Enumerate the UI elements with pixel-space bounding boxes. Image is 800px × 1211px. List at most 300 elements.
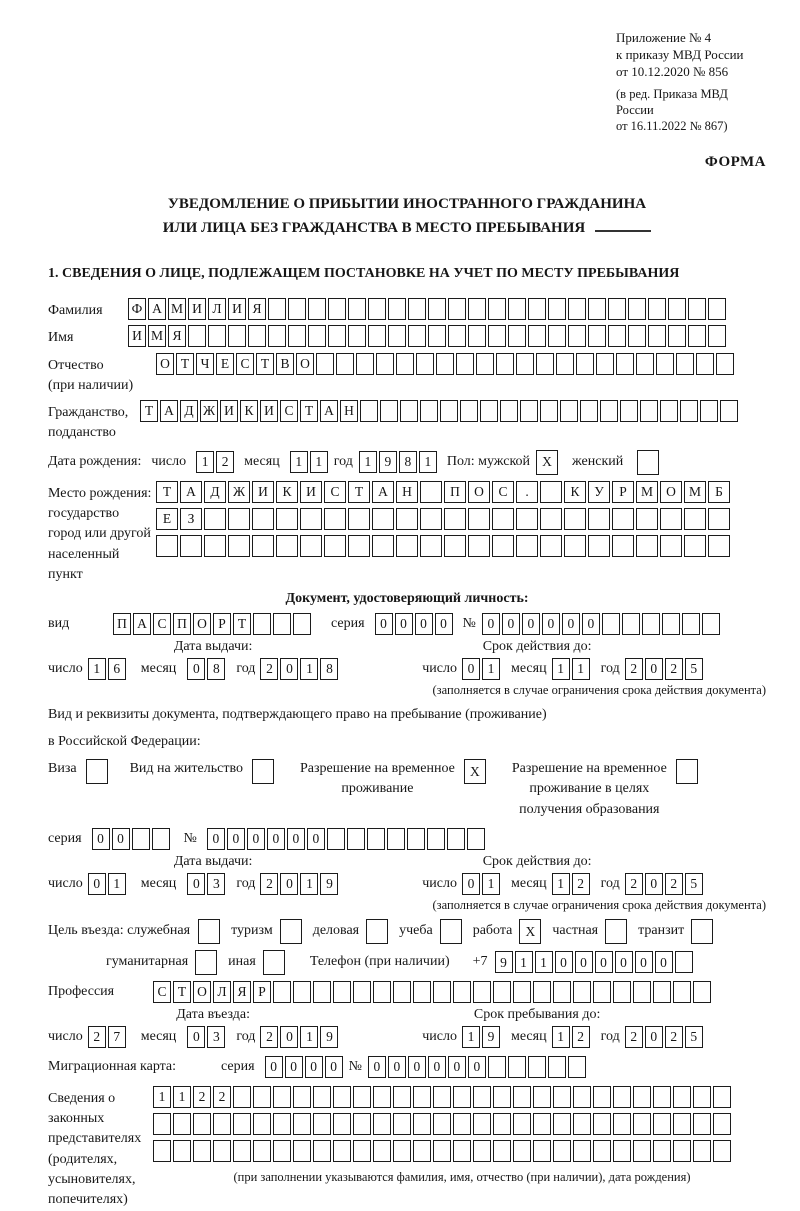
birth-place-char-cell: У (588, 481, 610, 503)
entry-month-cell: 0 (187, 1026, 205, 1048)
birth-place-char-cell (492, 508, 514, 530)
citizenship-char-cell (460, 400, 478, 422)
birth-place-char-cell: Т (156, 481, 178, 503)
profession-label: Профессия (48, 983, 115, 999)
blank-underline (595, 218, 651, 232)
citizenship-char-cell (600, 400, 618, 422)
stay-year-cell: 5 (685, 1026, 703, 1048)
residence-doc-line2: в Российской Федерации: (48, 733, 201, 749)
patronymic-char-cell: Ч (196, 353, 214, 375)
doc-type-char-cell (293, 613, 311, 635)
surname-char-cell (448, 298, 466, 320)
representatives-char-cell (673, 1113, 691, 1135)
migration-card-label: Миграционная карта: (48, 1058, 177, 1074)
doc-type-char-cell: С (153, 613, 171, 635)
doc-type-char-cell: А (133, 613, 151, 635)
purpose-business: деловая (313, 919, 388, 944)
purpose-tourism-checkbox (280, 919, 302, 944)
residence-valid-year-cell: 2 (625, 873, 643, 895)
citizenship-char-cell (720, 400, 738, 422)
citizenship-char-cell: Ж (200, 400, 218, 422)
profession-char-cell (613, 981, 631, 1003)
entry-day-cell: 7 (108, 1026, 126, 1048)
doc-issue-day-cells (88, 658, 126, 680)
residence-number-cell (367, 828, 385, 850)
surname-char-cell (628, 298, 646, 320)
field-patronymic (48, 353, 766, 397)
representatives-char-cell (713, 1113, 731, 1135)
option-temp-residence: Разрешение на временное проживание X (300, 759, 486, 800)
residence-number-cell: 0 (247, 828, 265, 850)
entry-year-cell: 0 (280, 1026, 298, 1048)
residence-number-cell (407, 828, 425, 850)
year-word: год (236, 875, 256, 891)
birth-place-char-cell (468, 535, 490, 557)
sex-male-label: Пол: мужской (446, 454, 531, 470)
birth-month-cells (290, 451, 328, 473)
firstname-char-cell (448, 325, 466, 347)
residence-series-cells (92, 828, 170, 850)
entry-dates-header (48, 1007, 766, 1023)
doc-valid-month-cell: 1 (552, 658, 570, 680)
citizenship-char-cell (360, 400, 378, 422)
representatives-char-cell (593, 1086, 611, 1108)
migration-series-cells (265, 1056, 343, 1078)
residence-series-label: серия (48, 830, 82, 846)
birth-place-char-cell: М (684, 481, 706, 503)
doc-type-char-cell: Т (233, 613, 251, 635)
doc-type-char-cell: П (173, 613, 191, 635)
birth-place-char-cell (588, 508, 610, 530)
birth-place-char-cell (444, 535, 466, 557)
birth-place-char-cell (204, 535, 226, 557)
representatives-char-cell (233, 1113, 251, 1135)
representatives-char-cell (353, 1113, 371, 1135)
year-word: год (600, 1028, 620, 1044)
birth-place-char-cell (420, 535, 442, 557)
purpose-transit-checkbox (691, 919, 713, 944)
field-purpose-row2 (48, 950, 766, 975)
surname-char-cell (428, 298, 446, 320)
patronymic-char-cell (716, 353, 734, 375)
birth-place-char-cell: Б (708, 481, 730, 503)
phone-label: Телефон (при наличии) (309, 954, 450, 970)
birth-year-cells (359, 451, 437, 473)
residence-number-cell: 0 (307, 828, 325, 850)
residence-dates-row (48, 873, 766, 895)
visa-checkbox-cell (86, 759, 108, 784)
patronymic-char-cell (316, 353, 334, 375)
doc-valid-year-cell: 2 (665, 658, 683, 680)
profession-char-cell (373, 981, 391, 1003)
doc-valid-date (378, 658, 766, 680)
residence-valid-day-cell: 0 (462, 873, 480, 895)
doc-valid-day-cells (462, 658, 500, 680)
field-purpose-row1 (48, 919, 766, 944)
firstname-char-cell (228, 325, 246, 347)
work-checkbox-cell: X (519, 919, 541, 944)
surname-char-cell (388, 298, 406, 320)
patronymic-char-cell (696, 353, 714, 375)
profession-char-cell (633, 981, 651, 1003)
birth-place-char-cell: С (492, 481, 514, 503)
month-word: месяц (140, 1028, 177, 1044)
residence-number-cell (467, 828, 485, 850)
representatives-char-cell (373, 1140, 391, 1162)
doc-number-cell: 0 (522, 613, 540, 635)
representatives-char-cell (533, 1140, 551, 1162)
surname-char-cell (648, 298, 666, 320)
profession-char-cell: Я (233, 981, 251, 1003)
residence-issue-year-cell: 2 (260, 873, 278, 895)
citizenship-char-cell: И (260, 400, 278, 422)
field-citizenship (48, 400, 766, 444)
entry-date-label: Дата въезда: (176, 1006, 251, 1022)
birth-place-char-cell (324, 508, 346, 530)
edition-line: от 16.11.2022 № 867) (616, 119, 728, 134)
surname-char-cell (348, 298, 366, 320)
birth-place-row3 (156, 535, 730, 557)
representatives-char-cell (693, 1086, 711, 1108)
residence-valid-day-cell: 1 (482, 873, 500, 895)
doc-type-label: вид (48, 616, 70, 632)
stay-day-cells (462, 1026, 500, 1048)
firstname-char-cell (408, 325, 426, 347)
citizenship-cells (140, 400, 738, 422)
representatives-char-cell (313, 1113, 331, 1135)
doc-number-cell (642, 613, 660, 635)
purpose-other: иная (228, 950, 285, 975)
birth-place-char-cell (708, 535, 730, 557)
doc-number-cells (482, 613, 720, 635)
firstname-char-cell (708, 325, 726, 347)
phone-digit-cell: 0 (595, 951, 613, 973)
patronymic-char-cell (436, 353, 454, 375)
representatives-char-cell (673, 1086, 691, 1108)
representatives-char-cell (633, 1113, 651, 1135)
identity-doc-heading: Документ, удостоверяющий личность: (285, 591, 529, 607)
stay-year-cell: 2 (625, 1026, 643, 1048)
residence-series-cell: 0 (112, 828, 130, 850)
representatives-char-cell (353, 1086, 371, 1108)
patronymic-char-cell (496, 353, 514, 375)
doc-issue-year-cell: 1 (300, 658, 318, 680)
representatives-char-cell (713, 1086, 731, 1108)
citizenship-char-cell (500, 400, 518, 422)
representatives-char-cell (493, 1086, 511, 1108)
birth-place-row2 (156, 508, 730, 530)
doc-series-cell: 0 (375, 613, 393, 635)
residence-valid-year-cell: 0 (645, 873, 663, 895)
phone-digit-cell: 1 (535, 951, 553, 973)
sex-male-checkbox (536, 450, 558, 475)
entry-year-cell: 2 (260, 1026, 278, 1048)
migration-number-cell (528, 1056, 546, 1078)
residence-permit-checkbox (252, 759, 274, 784)
day-word: число (48, 875, 83, 891)
patronymic-cells (156, 353, 734, 375)
surname-char-cell: Л (208, 298, 226, 320)
birth-place-char-cell: Н (396, 481, 418, 503)
representatives-row2 (153, 1113, 731, 1135)
surname-char-cell (308, 298, 326, 320)
birth-place-char-cell (372, 508, 394, 530)
firstname-char-cell (368, 325, 386, 347)
patronymic-char-cell: Т (176, 353, 194, 375)
birth-place-char-cell (684, 535, 706, 557)
representatives-char-cell (493, 1113, 511, 1135)
citizenship-char-cell (660, 400, 678, 422)
birth-day-cells (196, 451, 234, 473)
residence-valid-note: (заполняется в случае ограничения срока действия документа) (432, 897, 766, 912)
citizenship-char-cell (400, 400, 418, 422)
representatives-char-cell (293, 1086, 311, 1108)
firstname-char-cell (428, 325, 446, 347)
birth-place-char-cell: К (564, 481, 586, 503)
profession-char-cell: О (193, 981, 211, 1003)
migration-number-cell: 0 (368, 1056, 386, 1078)
citizenship-char-cell (520, 400, 538, 422)
representatives-char-cell (453, 1140, 471, 1162)
profession-cells (153, 981, 711, 1003)
representatives-char-cell (213, 1140, 231, 1162)
document-title (48, 193, 766, 240)
doc-type-char-cell (253, 613, 271, 635)
field-birth-place (48, 481, 766, 585)
month-word: месяц (511, 1028, 547, 1044)
birth-place-label: Место рождения: государство город или другой населенный пункт (48, 485, 152, 582)
rvp-checkbox-cell: X (464, 759, 486, 784)
representatives-char-cell: 2 (193, 1086, 211, 1108)
firstname-char-cell (208, 325, 226, 347)
birth-place-char-cell (204, 508, 226, 530)
phone-digit-cell (675, 951, 693, 973)
month-word: месяц (244, 454, 280, 470)
representatives-char-cell (333, 1086, 351, 1108)
doc-issue-year-cell: 2 (260, 658, 278, 680)
firstname-cells (128, 325, 726, 347)
birth-place-char-cell (636, 535, 658, 557)
birth-place-char-cell (156, 535, 178, 557)
birth-place-char-cell (492, 535, 514, 557)
field-representatives (48, 1086, 766, 1211)
entry-year-cell: 1 (300, 1026, 318, 1048)
doc-series-cell: 0 (435, 613, 453, 635)
residence-series-cell (132, 828, 150, 850)
study-checkbox-cell (440, 919, 462, 944)
representatives-char-cell (433, 1113, 451, 1135)
residence-valid-month-cell: 2 (572, 873, 590, 895)
representatives-char-cell (553, 1086, 571, 1108)
residence-issue-date (48, 873, 378, 895)
representatives-char-cell (193, 1113, 211, 1135)
birth-place-char-cell (396, 535, 418, 557)
firstname-char-cell (468, 325, 486, 347)
birth-place-char-cell: Т (348, 481, 370, 503)
residence-number-cells (207, 828, 485, 850)
stay-until-date (378, 1026, 766, 1048)
purpose-work-checkbox (519, 919, 541, 944)
representatives-char-cell (273, 1086, 291, 1108)
doc-valid-month-cell: 1 (572, 658, 590, 680)
representatives-char-cell (613, 1113, 631, 1135)
representatives-char-cell (273, 1113, 291, 1135)
profession-char-cell (673, 981, 691, 1003)
representatives-note: (при заполнении указываются фамилия, имя, отчество (при наличии), дата рождения) (233, 1169, 691, 1184)
birth-place-char-cell (252, 508, 274, 530)
surname-char-cell (488, 298, 506, 320)
residence-issue-year-cell: 1 (300, 873, 318, 895)
firstname-char-cell (488, 325, 506, 347)
birth-place-char-cell (540, 535, 562, 557)
residence-series-cell: 0 (92, 828, 110, 850)
representatives-char-cell (153, 1113, 171, 1135)
doc-series-cell: 0 (415, 613, 433, 635)
residence-valid-month-cells (552, 873, 590, 895)
citizenship-label: Гражданство, подданство (48, 405, 129, 441)
doc-number-cell: 0 (482, 613, 500, 635)
firstname-char-cell (648, 325, 666, 347)
doc-issue-year-cell: 8 (320, 658, 338, 680)
representatives-char-cell (393, 1086, 411, 1108)
patronymic-char-cell: Е (216, 353, 234, 375)
representatives-char-cell (633, 1086, 651, 1108)
residence-number-cell (327, 828, 345, 850)
entry-year-cells (260, 1026, 338, 1048)
migration-number-cells (368, 1056, 586, 1078)
private-checkbox-cell (605, 919, 627, 944)
residence-number-cell: 0 (207, 828, 225, 850)
firstname-char-cell (548, 325, 566, 347)
doc-issue-month-cells (187, 658, 225, 680)
doc-number-cell (702, 613, 720, 635)
birth-place-char-cell: Ж (228, 481, 250, 503)
business-checkbox-cell (366, 919, 388, 944)
birth-place-char-cell (684, 508, 706, 530)
surname-char-cell (408, 298, 426, 320)
surname-char-cell (288, 298, 306, 320)
representatives-char-cell (433, 1140, 451, 1162)
birth-place-char-cell (276, 508, 298, 530)
birth-place-row1 (156, 481, 730, 503)
patronymic-char-cell (616, 353, 634, 375)
patronymic-char-cell (596, 353, 614, 375)
representatives-char-cell (653, 1113, 671, 1135)
citizenship-char-cell: А (320, 400, 338, 422)
edition-line: (в ред. Приказа МВД России (616, 86, 728, 117)
residence-number-cell (447, 828, 465, 850)
representatives-char-cell (373, 1086, 391, 1108)
citizenship-char-cell (580, 400, 598, 422)
firstname-char-cell: Я (168, 325, 186, 347)
surname-char-cell: И (228, 298, 246, 320)
birth-place-char-cell: О (660, 481, 682, 503)
day-word: число (422, 1028, 457, 1044)
representatives-char-cell (573, 1140, 591, 1162)
firstname-char-cell (268, 325, 286, 347)
citizenship-char-cell: И (220, 400, 238, 422)
entry-month-cells (187, 1026, 225, 1048)
representatives-char-cell: 2 (213, 1086, 231, 1108)
doc-number-cell (682, 613, 700, 635)
doc-issue-day-cell: 6 (108, 658, 126, 680)
birth-year-cell: 9 (379, 451, 397, 473)
birth-place-char-cell (372, 535, 394, 557)
profession-char-cell (493, 981, 511, 1003)
birth-place-char-cell (276, 535, 298, 557)
migration-series-label: серия (221, 1058, 255, 1074)
doc-series-label: серия (331, 616, 365, 632)
representatives-char-cell (453, 1113, 471, 1135)
entry-month-cell: 3 (207, 1026, 225, 1048)
representatives-char-cell (173, 1113, 191, 1135)
representatives-char-cell (333, 1113, 351, 1135)
entry-date (48, 1026, 378, 1048)
doc-valid-year-cells (625, 658, 703, 680)
citizenship-char-cell: С (280, 400, 298, 422)
birth-place-char-cell (516, 508, 538, 530)
representatives-char-cell (373, 1113, 391, 1135)
patronymic-char-cell: С (236, 353, 254, 375)
representatives-char-cell (193, 1140, 211, 1162)
representatives-char-cell (253, 1086, 271, 1108)
residence-issue-month-cell: 3 (207, 873, 225, 895)
representatives-char-cell (513, 1086, 531, 1108)
patronymic-char-cell (456, 353, 474, 375)
profession-char-cell (313, 981, 331, 1003)
representatives-char-cell (533, 1086, 551, 1108)
birth-place-char-cell (660, 508, 682, 530)
purpose-other-checkbox (263, 950, 285, 975)
doc-type-char-cell: П (113, 613, 131, 635)
birth-year-cell: 1 (359, 451, 377, 473)
representatives-char-cell (353, 1140, 371, 1162)
residence-number-cell (347, 828, 365, 850)
entry-day-cell: 2 (88, 1026, 106, 1048)
purpose-humanitarian-checkbox (195, 950, 217, 975)
representatives-char-cell (333, 1140, 351, 1162)
profession-char-cell: С (153, 981, 171, 1003)
patronymic-char-cell (516, 353, 534, 375)
birth-place-char-cell (300, 508, 322, 530)
birth-place-char-cell: А (372, 481, 394, 503)
residence-issue-month-cell: 0 (187, 873, 205, 895)
stay-year-cells (625, 1026, 703, 1048)
patronymic-char-cell (416, 353, 434, 375)
firstname-char-cell (668, 325, 686, 347)
representatives-char-cell (653, 1140, 671, 1162)
birth-month-cell: 1 (310, 451, 328, 473)
profession-char-cell (393, 981, 411, 1003)
birth-place-char-cell: П (444, 481, 466, 503)
representatives-row1 (153, 1086, 731, 1108)
profession-char-cell (353, 981, 371, 1003)
birth-place-char-cell (396, 508, 418, 530)
phone-digit-cell: 9 (495, 951, 513, 973)
representatives-char-cell (633, 1140, 651, 1162)
profession-char-cell (513, 981, 531, 1003)
doc-valid-label: Срок действия до: (482, 639, 592, 655)
surname-cells (128, 298, 726, 320)
birth-place-char-cell: Р (612, 481, 634, 503)
doc-issue-month-cell: 0 (187, 658, 205, 680)
birth-place-char-cell (420, 508, 442, 530)
profession-char-cell (433, 981, 451, 1003)
citizenship-char-cell (540, 400, 558, 422)
firstname-char-cell (328, 325, 346, 347)
purpose-private-checkbox (605, 919, 627, 944)
patronymic-char-cell: О (156, 353, 174, 375)
